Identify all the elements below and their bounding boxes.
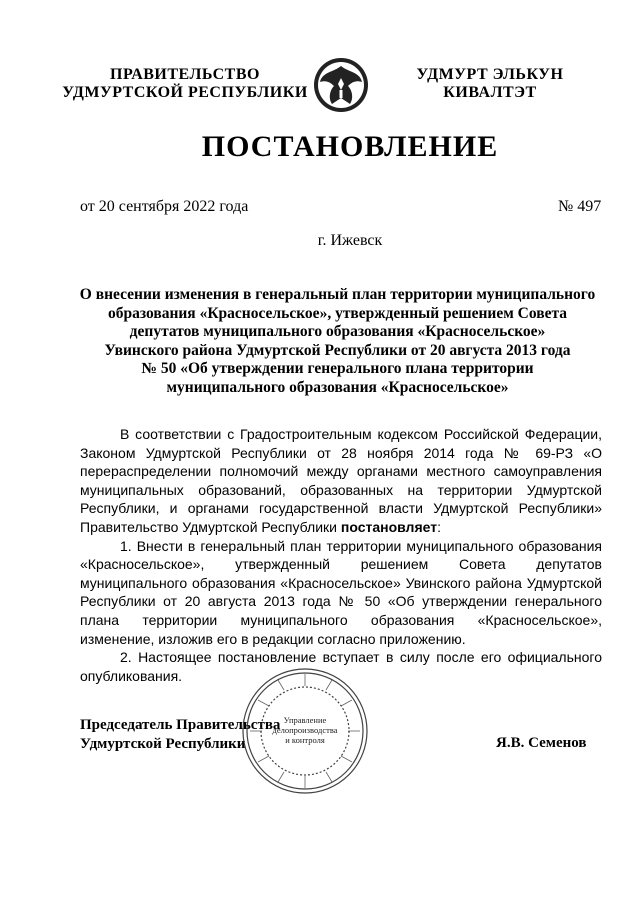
title-line: муниципального образования «Красносельское»	[166, 378, 509, 396]
signature-position-line1: Председатель Правительства	[80, 717, 281, 733]
document-number: № 497	[558, 198, 602, 215]
header-right-line2: КИВАЛТЭТ	[443, 84, 537, 101]
header-left-line2: УДМУРТСКОЙ РЕСПУБЛИКИ	[62, 84, 308, 101]
preamble-bold: постановляет	[340, 518, 438, 535]
preamble-text: В соответствии с Градостроительным кодексом Российской Федерации, Законом Удмуртской Республики от 28 ноября 2014 года № 69-РЗ «О перераспределении полномочий между органами местного самоуправления муниципальных образований, образованных на территории Удмуртской Республики, и органами государственной власти Удмуртской Республики» Правительство Удмуртской Республики	[80, 426, 602, 535]
signature-position-line2: Удмуртской Республики	[80, 735, 246, 752]
udmurt-coat-of-arms-icon	[312, 54, 370, 116]
document-type: ПОСТАНОВЛЕНИЕ	[201, 130, 499, 163]
stamp-inner-line3: и контроля	[285, 735, 325, 745]
city: г. Ижевск	[317, 232, 383, 249]
title-line: О внесении изменения в генеральный план территории муниципального	[79, 286, 596, 303]
header-right-line1: УДМУРТ ЭЛЬКУН	[416, 66, 564, 83]
signatory-name: Я.В. Семенов	[496, 735, 587, 751]
paragraph-item-2: 2. Настоящее постановление вступает в силу после его официального опубликования.	[80, 649, 602, 684]
preamble-end: :	[437, 518, 441, 535]
stamp-inner-line2: делопроизводства	[272, 725, 338, 735]
official-stamp	[240, 666, 370, 796]
header-left	[60, 66, 310, 102]
paragraph-preamble	[80, 425, 602, 537]
document-title	[70, 286, 605, 397]
header-left-line1: ПРАВИТЕЛЬСТВО	[110, 66, 260, 83]
stamp-inner-line1: Управление	[283, 715, 327, 725]
title-line: Увинского района Удмуртской Республики от 20 августа 2013 года	[104, 341, 571, 359]
title-line: № 50 «Об утверждении генерального плана территории	[141, 360, 534, 377]
document-date: от 20 сентября 2022 года	[80, 198, 249, 215]
document-body	[80, 425, 602, 685]
title-line: депутатов муниципального образования «Красносельское»	[129, 323, 546, 340]
header-right	[390, 66, 590, 102]
paragraph-item-1: 1. Внести в генеральный план территории муниципального образования «Красносельское», утвержденный решением Совета депутатов муниципального образования «Красносельское» Увинского района Удмуртской Республики от 20 августа 2013 года № 50 «Об утверждении генерального плана территории муниципального образования «Красносельское», изменение, изложив его в редакции согласно приложению.	[80, 537, 602, 647]
title-line: образования «Красносельское», утвержденный решением Совета	[107, 304, 568, 322]
